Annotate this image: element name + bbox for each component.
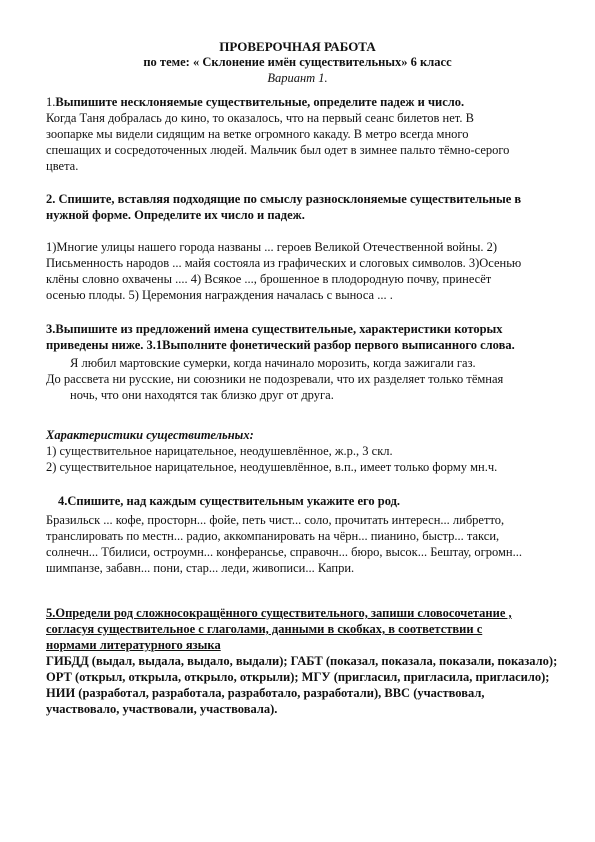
task1-heading-text: Выпишите несклоняемые существительные, определите падеж и число.	[55, 95, 465, 109]
task3-sentence: До рассвета ни русские, ни союзники не подозревали, что их разделяет только тёмная	[46, 372, 504, 386]
task2-line: 1)Многие улицы нашего города названы ... героев Великой Отечественной войны. 2)	[46, 240, 498, 254]
task1-number: 1.	[46, 95, 56, 109]
variant-label: Вариант 1.	[267, 71, 328, 85]
task5-heading: нормами литературного языка	[46, 638, 221, 652]
task1-line: зоопарке мы видели сидящим на ветке огромного какаду. В метро всегда много	[46, 127, 469, 141]
task1-line: Когда Таня добралась до кино, то оказалось, что на первый сеанс билетов нет. В	[46, 111, 474, 125]
task2-line: клёны словно охвачены .... 4) Всякое ..., брошенное в плодородную почву, принесёт	[46, 272, 492, 286]
task5-line: участвовало, участвовали, участвовала).	[46, 702, 278, 716]
characteristics-heading: Характеристики существительных:	[46, 428, 254, 442]
task3-heading: 3.Выпишите из предложений имена существительные, характеристики которых	[46, 322, 503, 336]
task2-line: осенью плоды. 5) Церемония награждения началась с выноса ... .	[46, 288, 393, 302]
characteristic-item: 1) существительное нарицательное, неодушевлённое, ж.р., 3 скл.	[46, 444, 393, 458]
task4-line: солнечн... Тбилиси, остроумн... конферансье, справочн... бюро, высок... Бештау, огромн...	[46, 545, 522, 559]
task2-line: Письменность народов ... майя состояла из графических и слоговых символов. 3)Осенью	[46, 256, 522, 270]
task5-line: ОРТ (открыл, открыла, открыло, открыли); МГУ (пригласил, пригласила, пригласило);	[46, 670, 550, 684]
task5-line: ГИБДД (выдал, выдала, выдало, выдали); ГАБТ (показал, показала, показали, показало);	[46, 654, 558, 668]
task4-line: Бразильск ... кофе, просторн... фойе, петь чист... соло, прочитать интересн... либретто,	[46, 513, 505, 527]
task5-heading: согласуя существительное с глаголами, данными в скобках, в соответствии с	[46, 622, 483, 636]
task5-heading: 5.Определи род сложносокращённого существительного, запиши словосочетание ,	[46, 606, 512, 620]
task1-line: спешащих и сосредоточенных людей. Мальчик был одет в зимнее пальто тёмно-серого	[46, 143, 510, 157]
task5-line: НИИ (разработал, разработала, разработало, разработали), ВВС (участвовал,	[46, 686, 485, 700]
task4-line: транслировать по местн... радио, аккомпанировать на чёрн... пианино, быстр... такси,	[46, 529, 500, 543]
task3-heading: приведены ниже. 3.1Выполните фонетический разбор первого выписанного слова.	[46, 338, 515, 352]
task4-heading: 4.Спишите, над каждым существительным укажите его род.	[58, 494, 401, 508]
document-title: ПРОВЕРОЧНАЯ РАБОТА	[219, 39, 376, 54]
document-subtitle: по теме: « Склонение имён существительных» 6 класс	[143, 55, 452, 69]
task2-heading: 2. Спишите, вставляя подходящие по смыслу разносклоняемые существительные в	[46, 192, 522, 206]
task2-heading: нужной форме. Определите их число и падеж.	[46, 208, 305, 222]
task4-line: шимпанзе, забавн... пони, стар... леди, живописи... Капри.	[46, 561, 355, 575]
task3-sentence: Я любил мартовские сумерки, когда начинало морозить, когда зажигали газ.	[70, 356, 476, 370]
characteristic-item: 2) существительное нарицательное, неодушевлённое, в.п., имеет только форму мн.ч.	[46, 460, 498, 474]
task1-heading	[46, 95, 464, 110]
task3-sentence: ночь, что они находятся так близко друг от друга.	[70, 388, 334, 402]
task1-line: цвета.	[46, 159, 79, 173]
